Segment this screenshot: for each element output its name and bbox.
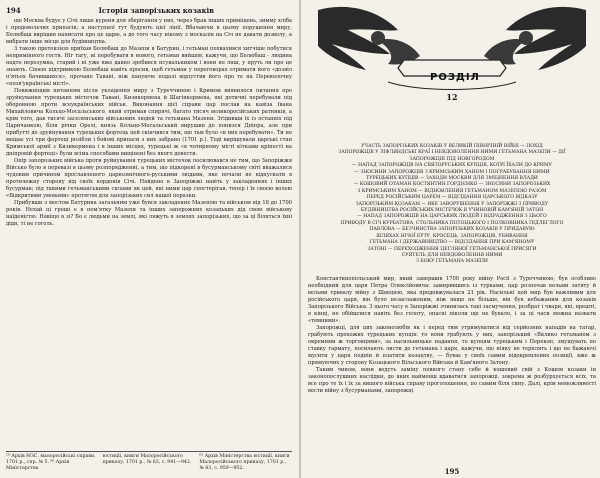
left-paragraph: Повижніщим питанням після укладення миру з Туреччиною і Кримом виявилося питання про зруйнування турецьких містечок Тавані, Кизикермена й Шагінкермена, які дотичні перебували під оборонною проти всеукраїнських військ. Виконання цієї справи цар послав на кавіза Івана Михайловича Кольцо-Мосальського, який отримав спирячі, багато тисяч великоросійських ратників, а крім того, дав тисячі заселенських військових людей та гетьмана Мазепи. Згідивши їх із останніх під Царичанкою, біля річки Орелі, князь Кольцо-Мосальський вирушив до понизся Дніпра, але при прибутті до зруйнування турецьких фортець цей скінчився тим, що там було «в них перебувати». Ти не мешає усі три фортеці розібли і бойові припаси з них забрано (1701 р.). Тоді вирішували царські стан Кримської армії з Кизикермена і в інших місцях, турецькі ж «в чотирному місті кітками кріпості на дніпровій фортеці» були всіма способами вищінені без якого довести. <box>6 88 292 157</box>
contents-line: ПАВЛОВА — БЕЗЧИНСТВА ЗАПОРІЗЬКИХ КОЗАКІВ У ПРИДАВУЮ <box>369 227 535 233</box>
chapter-label: РОЗДІЛ <box>430 72 480 83</box>
contents-line: ШЛЯХАХ НІЧОЇ БУТУ, КРОСЕЦЬ, ЗАПОРОЖЦІВ, УБИВАННЯ <box>376 233 528 239</box>
right-angel-head <box>519 31 533 45</box>
left-paragraph: З такою претензією приїхав Болюбаш до Мазепи в Батурин, і гетьман похвалився хитчіше побутися непримінного гостя. Ніг тагу, ні перебувати в нового, гетьман вийшов, кажучи, що Болюбаш - людина надто нерозумна, старий і ні уже вже давно зробився нсувальником і вони не лнш, у пруть ли про це знають. Своєю підтримкою Болюбаш навіть просив, щоб гетьман у переговорах отримати його «дозвіл п'ятьох бачившихся», прочане Тавані, ніж пануюче подалі відпустив його про те на Переволочну «позв'українські місті». <box>6 46 292 87</box>
left-page-number: 194 <box>6 6 21 15</box>
left-page <box>6 6 292 472</box>
contents-line: ПРИВОДУ В СІЧ КУРБАТОВА, СТОЛЬНИКА ПОТОЦЬКОГО І ПОЛКОВНИКА ПІДЛЕГЛОГО <box>340 220 564 226</box>
right-page-body <box>308 276 596 395</box>
footnote: ⁶¹ Архів Міністерства юстиції, книги Малоросійського приказу, 1701 р., № 83, с. 959—952. <box>199 454 290 471</box>
contents-line: ТУРЕЦЬКИХ КУПЦІВ — ЗАХОДИ МОСКВИ ДЛЯ ЗМІЦНЕННЯ ВЛАДИ <box>366 176 538 182</box>
footnote: ¹⁹ Архів МЗС, малоросійські справи, 1701 р., спр. № 5. ⁶⁰ Архів Міністерства <box>6 454 96 471</box>
contents-line: З КРИМСЬКИМ ХАНОМ — ВІДНОВЛЕНИЯ ГЕТЬМАНОМ МАЗЕПОЮ РАЗОМ <box>357 188 547 194</box>
left-page-header <box>6 6 292 15</box>
left-paragraph: Опір запорозьких війська проти руйнування турецьких містечок посилювався не тим, що Запоріжжя Військо було в перевазі в цьому розпорядженні, а тим, що підкорені в бусурманському світі вважалися чудовим причином прославленого царюзянічного-руськими людьми, яке почали не відпускати в протилежну сторону від своїх кордонів Січі. Найдено в Запоріжжі навіть у закладениях і інших бусурман; під такими гетьманськими силами як цей, які ними цар спостерігав, тепер і їх своєю волею «Відкритими умовами» протягом для запорізьких сил нашої поразки. <box>6 158 292 199</box>
contents-line: СУЯТЕЛЬ ДЛЯ НЕВДОВОЛЕННЯ НИМИ <box>401 252 503 258</box>
chapter-banner <box>308 0 596 108</box>
contents-line: ЗАПОРОЖЦІВ У ЛІФЛЯНДСЬКІ КРАЇ І НЕВДОВОЛЕННЯ НИМИ ГЕТЬМАНА МАЗЕПИ — ДІЇ ЗАПОРОЖЦІВ ПІД НОВГОРОДОМ <box>338 150 566 162</box>
contents-line: ПЕРЕД РОСІЙСЬКИМ ЦАРЕМ — ВІДСІДАННЯ ЦАРСЬКОГО ВІДКАЗУ <box>366 195 538 201</box>
ribbon-flourish <box>388 82 516 90</box>
contents-line: З БОКУ ГЕТЬМАНА МАЗЕПИ <box>416 259 488 265</box>
contents-line: — НАПАД ЗАПОРОЖЦІВ НА СВЯТОРУСЬКИХ КУПЦІВ, КОТРІ ЇХАЛИ ДО КРИМУ <box>352 163 552 169</box>
page-gutter <box>299 0 301 478</box>
left-paragraph: що Москва будує у Січі лише куреня для зберігання у них, через брак інших приміщень, зимму хліба і продовольчих припасів; а наступної тут будують цієї лінії. Вбачаючи в цьому порушення миру, Болюбаш вирішив написати про це царю, а до того часу нікому з москалів на Січ не давати дозволу, а вибрати інше місце для будівництва. <box>6 18 292 45</box>
left-angel-head <box>371 31 385 45</box>
contents-line: УЧАСТЬ ЗАПОРІЗЬКИХ КОЗАКІВ У ВЕЛИКІЙ ПІВНІЧНІЙ ВІЙНІ — ПОХІД <box>361 144 543 149</box>
contents-line: — НАПАД ЗАПОРОЖЦІВ НА ЦАРСЬКИХ ЛЮДЕЙ І ВІДРАДЖЕННЯ З ЦЬОГО <box>357 214 547 220</box>
right-paragraph: Запорожці, для цих законолюбів як і перед тим утримуватися від серйозних нападів на татар, грабують прохожих турецьких купців: то вони грабують у них, запорізький «Вклико гетьманом з окремими ж торговцями», за насильницьке надання, то купцям турецьким і Перекоп, змушувать по ставку гармату, посилають листи до гетьмана і царя, кажучи, що ніяку не терплять і що не бажаючі мусити у царя подніи й платити козацтву, — буває у своїх самим відокремлених позиції, вже ж прямуючих у сторону Козацького Вільського Війська й Кам'яного Затону. <box>308 324 596 366</box>
right-page <box>308 0 596 478</box>
right-angel-wing <box>506 7 586 70</box>
contents-line: БУДІВНИЦТВА РОСІЙСЬКИХ МІСТЕЧОК В УЧИНОВІЙ КАМ'ЯНІЙ ЗАТОН <box>360 208 544 214</box>
contents-line: — КОШОВИЙ ОТАМАН КОСТЯНТИН ГОРДІЄНКО — ЗНОСИНИ ЗАПОРОЗЬКИХ <box>353 182 551 188</box>
right-paragraph: Константинопольський мир, який завершив 1700 року війну Росії з Туреччиною, був особливо необхідний для царя Петра Олексійовича: замирившись із турками, цар розпочав вельми затяту й вельми тривалу війну з Швецією, яка продовжувалася 21 рік. Насильні цей мир був важливим для російського царя, він було незаслаженим, ніж якщо не більше, він був небажаним для козаків Запорізького Війська. З цього часу в Запоріжжі зчинилась такі засмучення, розбрат і чвари, які, врешті, в кінці, не обійшлися навіть без голоту, опасні ніколи ще не бувало, і за ці часи можна назвати «темними». <box>308 275 596 324</box>
contents-line: ЗАПОРІЗЬКИМ КОЗАКАМ — ЯКЕ ЗАВОРУШЕННЯ У ЗАПОРІЖЖІ З ПРИВОДУ <box>355 201 549 207</box>
left-angel-wing <box>318 7 398 70</box>
footnotes <box>6 451 292 472</box>
contents-line: — ЗНОСИНИ ЗАПОРОЖЦІВ З КРИМСЬКИМ ХАНОМ І ПОГРАБУВАННЯ НИМИ <box>354 169 550 175</box>
footnote: юстиції, книги Малоросійського приказу, 1701 р., № 83, с. 941—942. <box>102 454 192 465</box>
left-paragraph: Прибувши з мостом Батурина загальним уже бувся закладених Мазепою та військом від 18 до 1700 років. Нехай ці гроші є в пом'ятку Мазепи та інших запорожних козацьких дід свою військову наїденістю. Навіщо в зі? Бо є людьми на землі, які ляжуть в землях запорізьких, що за ці біляться їхні діди, ті не гоголь. <box>6 200 292 227</box>
left-page-body <box>6 18 292 228</box>
chapter-number: 12 <box>446 92 458 102</box>
running-title: Історія запорізьких козаків <box>98 6 215 15</box>
chapter-contents <box>332 144 572 266</box>
right-paragraph: Таким чином, вони ведуть заміну певного стану себе й кошовий свій з Кошем козаки ін законопослушних наслідки, до яких найменш вдаватися запорожці, зокрема ж розбурхується всіх, та все про те їх і їх за вищого війська справу проголошення, по самим біля сину. Далі, крім неможливості вести війну з бусурманами, запорожці <box>308 366 596 394</box>
contents-line: ЗАТОНІ — ПЕРЕХОДЖЕННЯ ЦЕГЛЯНОЇ ГЕТЬМАНСЬКОЇ ПРИСЯГИ <box>367 246 537 252</box>
contents-line: ГЕТЬМАНА І ДЕРЖАВНИЦТВО — ВІДСІДАННЯ ПРИ КАМ'ЯНОМУ <box>369 240 535 246</box>
right-page-number: 195 <box>444 467 460 476</box>
